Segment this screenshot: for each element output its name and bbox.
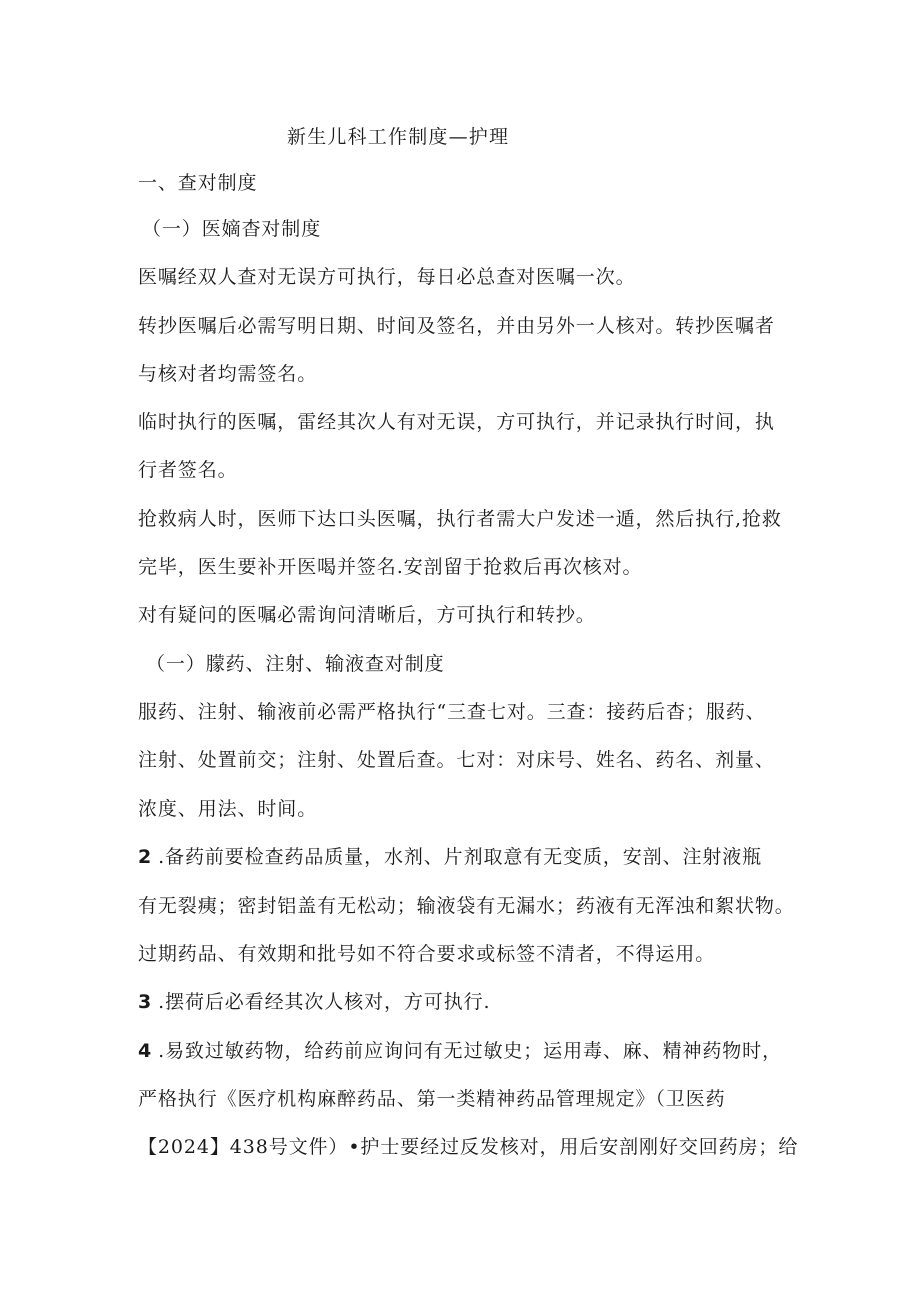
list-item-number: 2 xyxy=(138,846,153,868)
paragraph-line: 对有疑问的医嘱必需询问清晰后，方可执行和转抄。 xyxy=(138,604,596,626)
section-heading-check-system: 一、查对制度 xyxy=(138,172,258,194)
list-item-number: 4 xyxy=(138,1040,153,1062)
paragraph-line: 【2024】438号文件）•护士要经过反发核对，用后安剖刚好交回药房；给 xyxy=(138,1136,799,1158)
paragraph-line: 临时执行的医嘱，雷经其次人有对无误，方可执行，并记录执行时间，执 xyxy=(138,411,775,433)
paragraph-line: 转抄医嘱后必需写明日期、时间及签名，并由另外一人核对。转抄医嘱者 xyxy=(138,315,775,337)
paragraph-line: 完毕，医生要补开医喝并签名.安剖留于抢救后再次核对。 xyxy=(138,556,643,578)
paragraph-line: 与核对者均需签名。 xyxy=(138,363,318,385)
list-item-4 xyxy=(138,1038,782,1064)
paragraph-line: 抢救病人时，医师下达口头医嘱，执行者需大户发述一遁，然后执行,抢救 xyxy=(138,508,782,530)
list-item-number: 3 xyxy=(138,991,153,1013)
list-item-text: .备药前要检查药品质量，水剂、片剂取意有无变质，安剖、注射液瓶 xyxy=(158,846,763,868)
list-item-text: .易致过敏药物，给药前应询问有无过敏史；运用毒、麻、精神药物时， xyxy=(158,1040,782,1062)
paragraph-line: 医嘱经双人查对无误方可执行，每日必总查对医嘱一次。 xyxy=(138,266,636,288)
list-item-text: .摆荷后必看经其次人核对，方可执行. xyxy=(158,991,491,1013)
paragraph-line: 有无裂痍；密封铝盖有无松动；输液袋有无漏水；药液有无浑浊和絮状物。 xyxy=(138,895,795,917)
paragraph-line: 行者签名。 xyxy=(138,459,238,481)
list-item-3 xyxy=(138,989,490,1015)
paragraph-line: 过期药品、有效期和批号如不符合要求或标签不清者，不得运用。 xyxy=(138,943,716,965)
paragraph-line: 注射、处置前交；注射、处置后查。七对：对床号、姓名、药名、剂量、 xyxy=(138,749,775,771)
subsection-heading-medication-check: （一）朦药、注射、输液查对制度 xyxy=(146,653,445,675)
paragraph-line: 严格执行《医疗机构麻醉药品、第一类精神药品管理规定》（卫医药 xyxy=(138,1088,726,1110)
list-item-2 xyxy=(138,844,762,870)
subsection-heading-order-check: （一）医嫡杳对制度 xyxy=(142,218,322,240)
document-title: 新生儿科工作制度—护理 xyxy=(287,126,510,148)
paragraph-line: 浓度、用法、时间。 xyxy=(138,798,318,820)
paragraph-line: 服药、注射、输液前必需严格执行“三查七对。三查：接药后杳；服药、 xyxy=(138,701,766,723)
